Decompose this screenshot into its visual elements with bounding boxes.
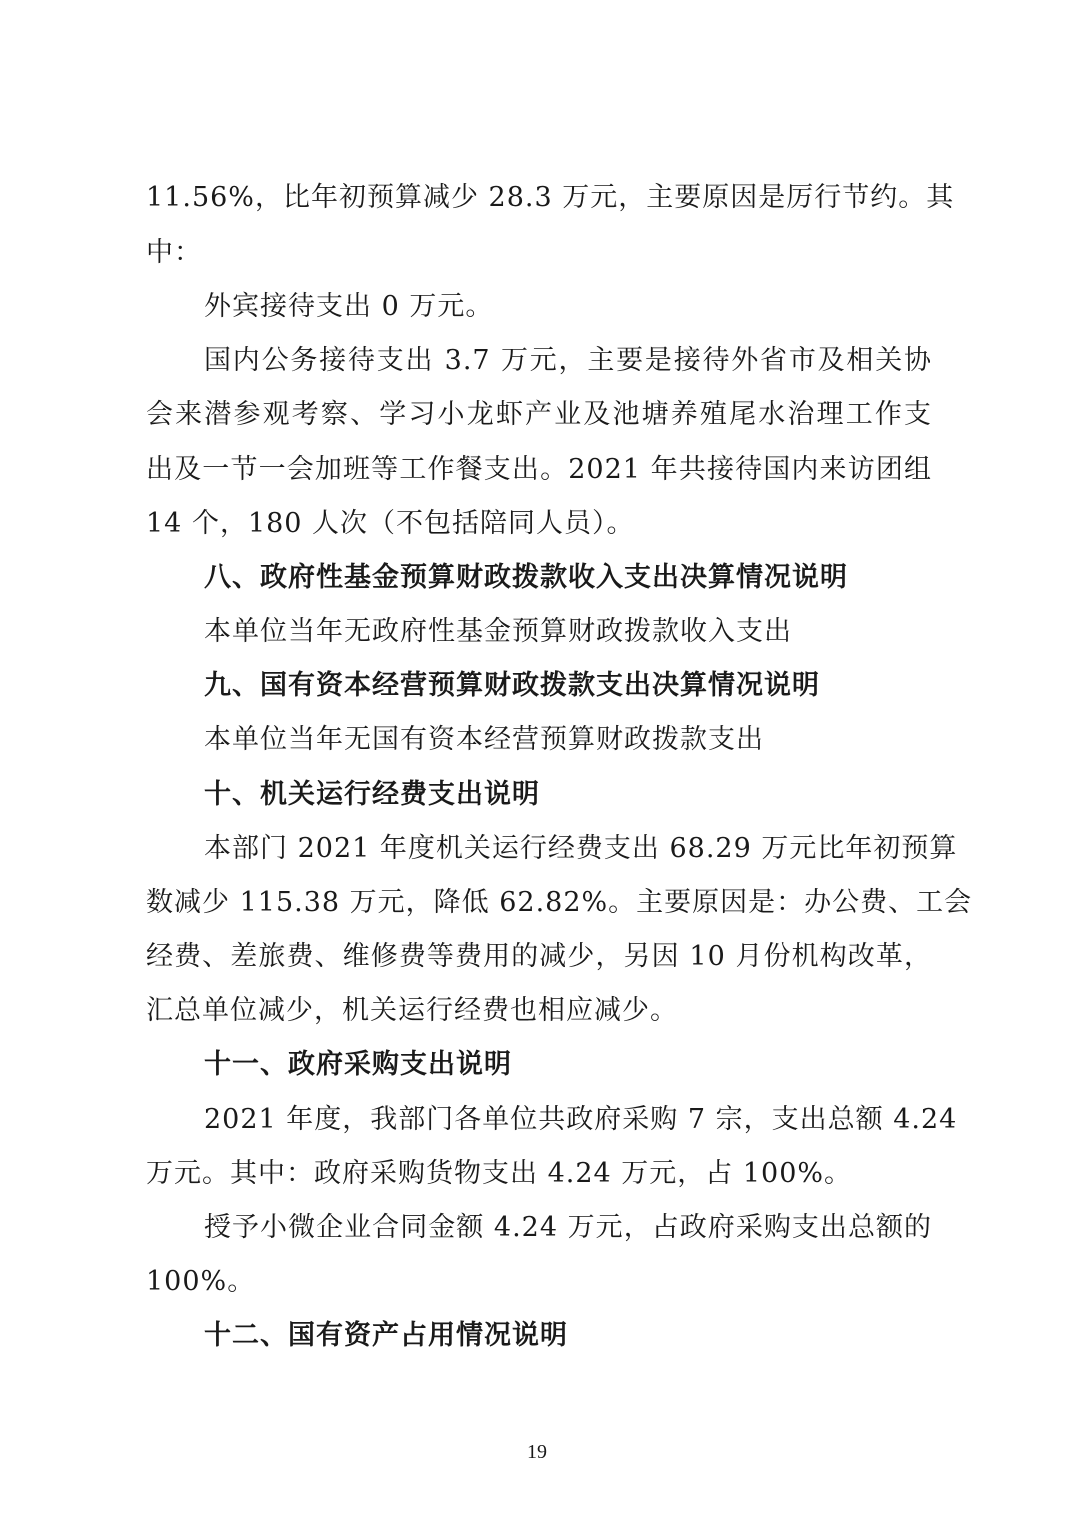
paragraph-line: 会来潜参观考察、学习小龙虾产业及池塘养殖尾水治理工作支 — [146, 399, 932, 430]
paragraph-line: 本单位当年无国有资本经营预算财政拨款支出 — [204, 724, 764, 755]
section-heading: 十二、国有资产占用情况说明 — [204, 1320, 568, 1351]
paragraph-line: 100%。 — [146, 1266, 256, 1297]
section-heading: 十、机关运行经费支出说明 — [204, 779, 540, 810]
section-heading: 十一、政府采购支出说明 — [204, 1049, 512, 1080]
paragraph-line: 14 个，180 人次（不包括陪同人员）。 — [146, 508, 635, 539]
paragraph-line: 出及一节一会加班等工作餐支出。2021 年共接待国内来访团组 — [146, 454, 932, 485]
paragraph-line: 数减少 115.38 万元，降低 62.82%。主要原因是：办公费、工会 — [146, 887, 973, 918]
paragraph-line: 国内公务接待支出 3.7 万元，主要是接待外省市及相关协 — [204, 345, 932, 376]
paragraph-line: 11.56%，比年初预算减少 28.3 万元，主要原因是厉行节约。其 — [146, 182, 955, 213]
paragraph-line: 经费、差旅费、维修费等费用的减少，另因 10 月份机构改革， — [146, 941, 932, 972]
section-heading: 八、政府性基金预算财政拨款收入支出决算情况说明 — [204, 562, 848, 593]
paragraph-line: 本部门 2021 年度机关运行经费支出 68.29 万元比年初预算 — [204, 833, 958, 864]
paragraph-line: 中： — [146, 237, 202, 268]
section-heading: 九、国有资本经营预算财政拨款支出决算情况说明 — [204, 670, 820, 701]
paragraph-line: 授予小微企业合同金额 4.24 万元，占政府采购支出总额的 — [204, 1212, 932, 1243]
paragraph-line: 本单位当年无政府性基金预算财政拨款收入支出 — [204, 616, 792, 647]
paragraph-line: 汇总单位减少，机关运行经费也相应减少。 — [146, 995, 678, 1026]
paragraph-line: 2021 年度，我部门各单位共政府采购 7 宗，支出总额 4.24 — [204, 1104, 958, 1135]
page-number: 19 — [527, 1441, 547, 1463]
paragraph-line: 外宾接待支出 0 万元。 — [204, 291, 494, 322]
paragraph-line: 万元。其中：政府采购货物支出 4.24 万元，占 100%。 — [146, 1158, 853, 1189]
